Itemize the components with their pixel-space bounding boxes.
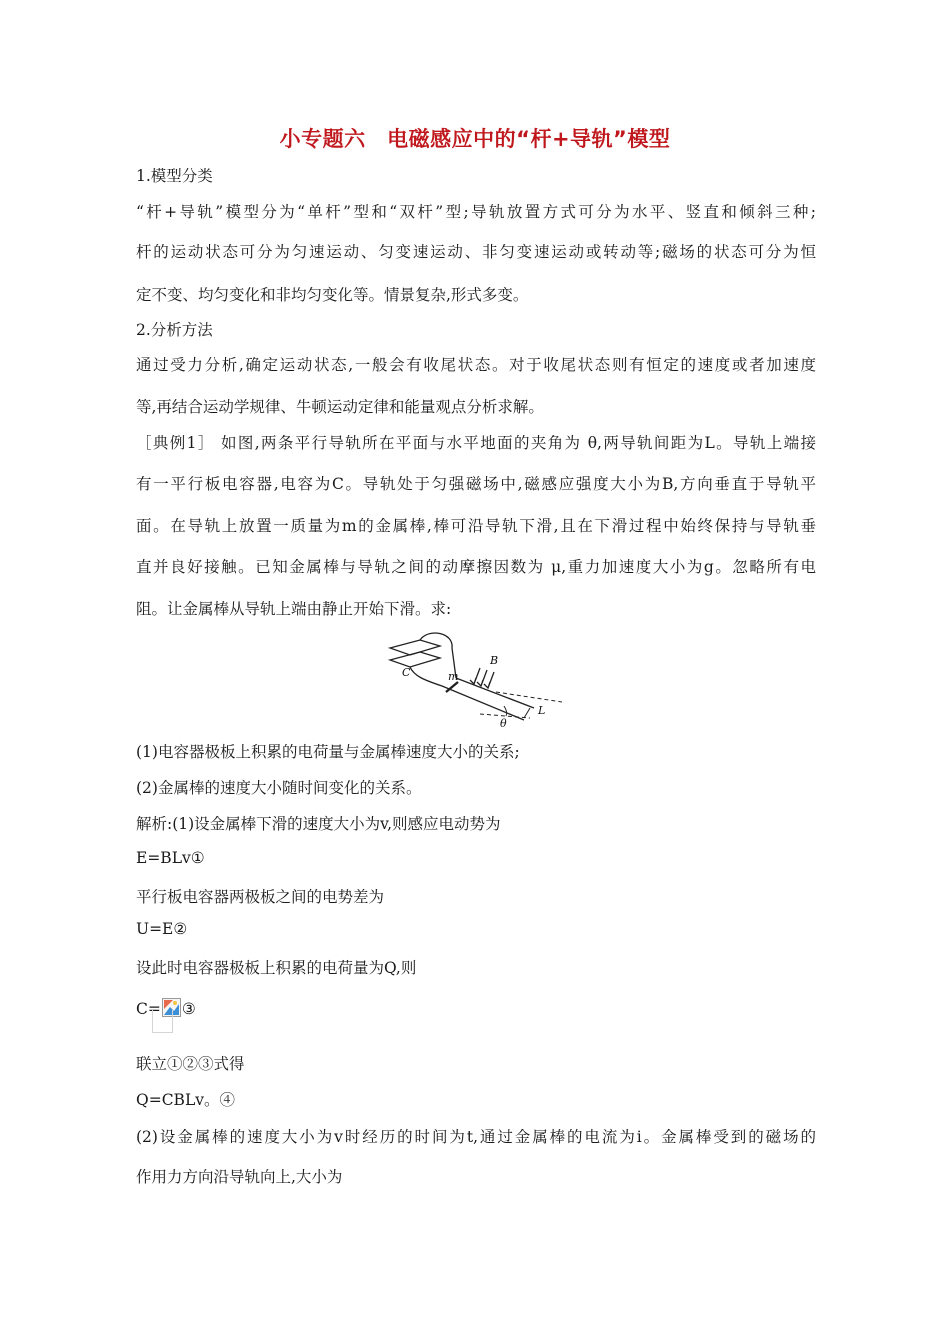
section-heading-classification: 1.模型分类 <box>136 167 213 185</box>
question-line: (2)金属棒的速度大小随时间变化的关系。 <box>136 779 422 797</box>
solution-line: 联立①②③式得 <box>136 1055 245 1073</box>
wire-bottom <box>410 667 442 686</box>
example-line: ［典例1］ 如图,两条平行导轨所在平面与水平地面的夹角为 θ,两导轨间距为L。导轨上端接 <box>136 434 816 452</box>
equation-suffix: ③ <box>181 1000 196 1018</box>
label-b: B <box>490 654 499 667</box>
paragraph-line: 定不变、均匀变化和非均匀变化等。情景复杂,形式多变。 <box>136 286 529 304</box>
rail-upper <box>456 678 534 708</box>
example-line: 直并良好接触。已知金属棒与导轨之间的动摩擦因数为 μ,重力加速度大小为g。忽略所有电 <box>136 558 816 576</box>
solution-line: 平行板电容器两极板之间的电势差为 <box>136 888 385 906</box>
solution-line: 设此时电容器极板上积累的电荷量为Q,则 <box>136 959 417 977</box>
rail-capacitor-figure <box>384 626 566 732</box>
width-marker <box>524 708 530 718</box>
equation: U=E② <box>136 920 188 938</box>
example-line: 面。在导轨上放置一质量为m的金属棒,棒可沿导轨下滑,且在下滑过程中始终保持与导轨垂 <box>136 517 816 535</box>
equation-prefix: C= <box>136 1000 161 1018</box>
question-line: (1)电容器极板上积累的电荷量与金属棒速度大小的关系; <box>136 743 520 761</box>
example-line: 有一平行板电容器,电容为C。导轨处于匀强磁场中,磁感应强度大小为B,方向垂直于导轨平 <box>136 475 816 493</box>
paragraph-line: 等,再结合运动学规律、牛顿运动定律和能量观点分析求解。 <box>136 398 544 416</box>
solution-line: 作用力方向沿导轨向上,大小为 <box>136 1168 343 1186</box>
example-line: 阻。让金属棒从导轨上端由静止开始下滑。求: <box>136 600 452 618</box>
paragraph-line: 通过受力分析,确定运动状态,一般会有收尾状态。对于收尾状态则有恒定的速度或者加速度 <box>136 356 816 374</box>
b-arrow <box>470 668 480 684</box>
section-heading-method: 2.分析方法 <box>136 321 213 339</box>
equation: Q=CBLv。④ <box>136 1091 235 1109</box>
label-c: C <box>402 666 411 679</box>
angle-arc <box>504 706 507 716</box>
capacitor-bottom-plate <box>390 652 440 667</box>
label-l: L <box>538 704 546 717</box>
rail-lower <box>442 686 524 720</box>
equation: E=BLv① <box>136 849 205 867</box>
paragraph-line: 杆的运动状态可分为匀速运动、匀变速运动、非匀变速运动或转动等;磁场的状态可分为恒 <box>136 243 816 261</box>
label-theta: θ <box>500 717 507 730</box>
paragraph-line: “杆+导轨”模型分为“单杆”型和“双杆”型;导轨放置方式可分为水平、竖直和倾斜三种; <box>136 203 816 221</box>
page-title: 小专题六 电磁感应中的“杆+导轨”模型 <box>279 127 671 151</box>
solution-line: (2)设金属棒的速度大小为v时经历的时间为t,通过金属棒的电流为i。金属棒受到的磁场的 <box>136 1128 817 1146</box>
image-frame <box>152 1010 173 1033</box>
label-m: m <box>448 670 459 683</box>
solution-line: 解析:(1)设金属棒下滑的速度大小为v,则感应电动势为 <box>136 815 501 833</box>
